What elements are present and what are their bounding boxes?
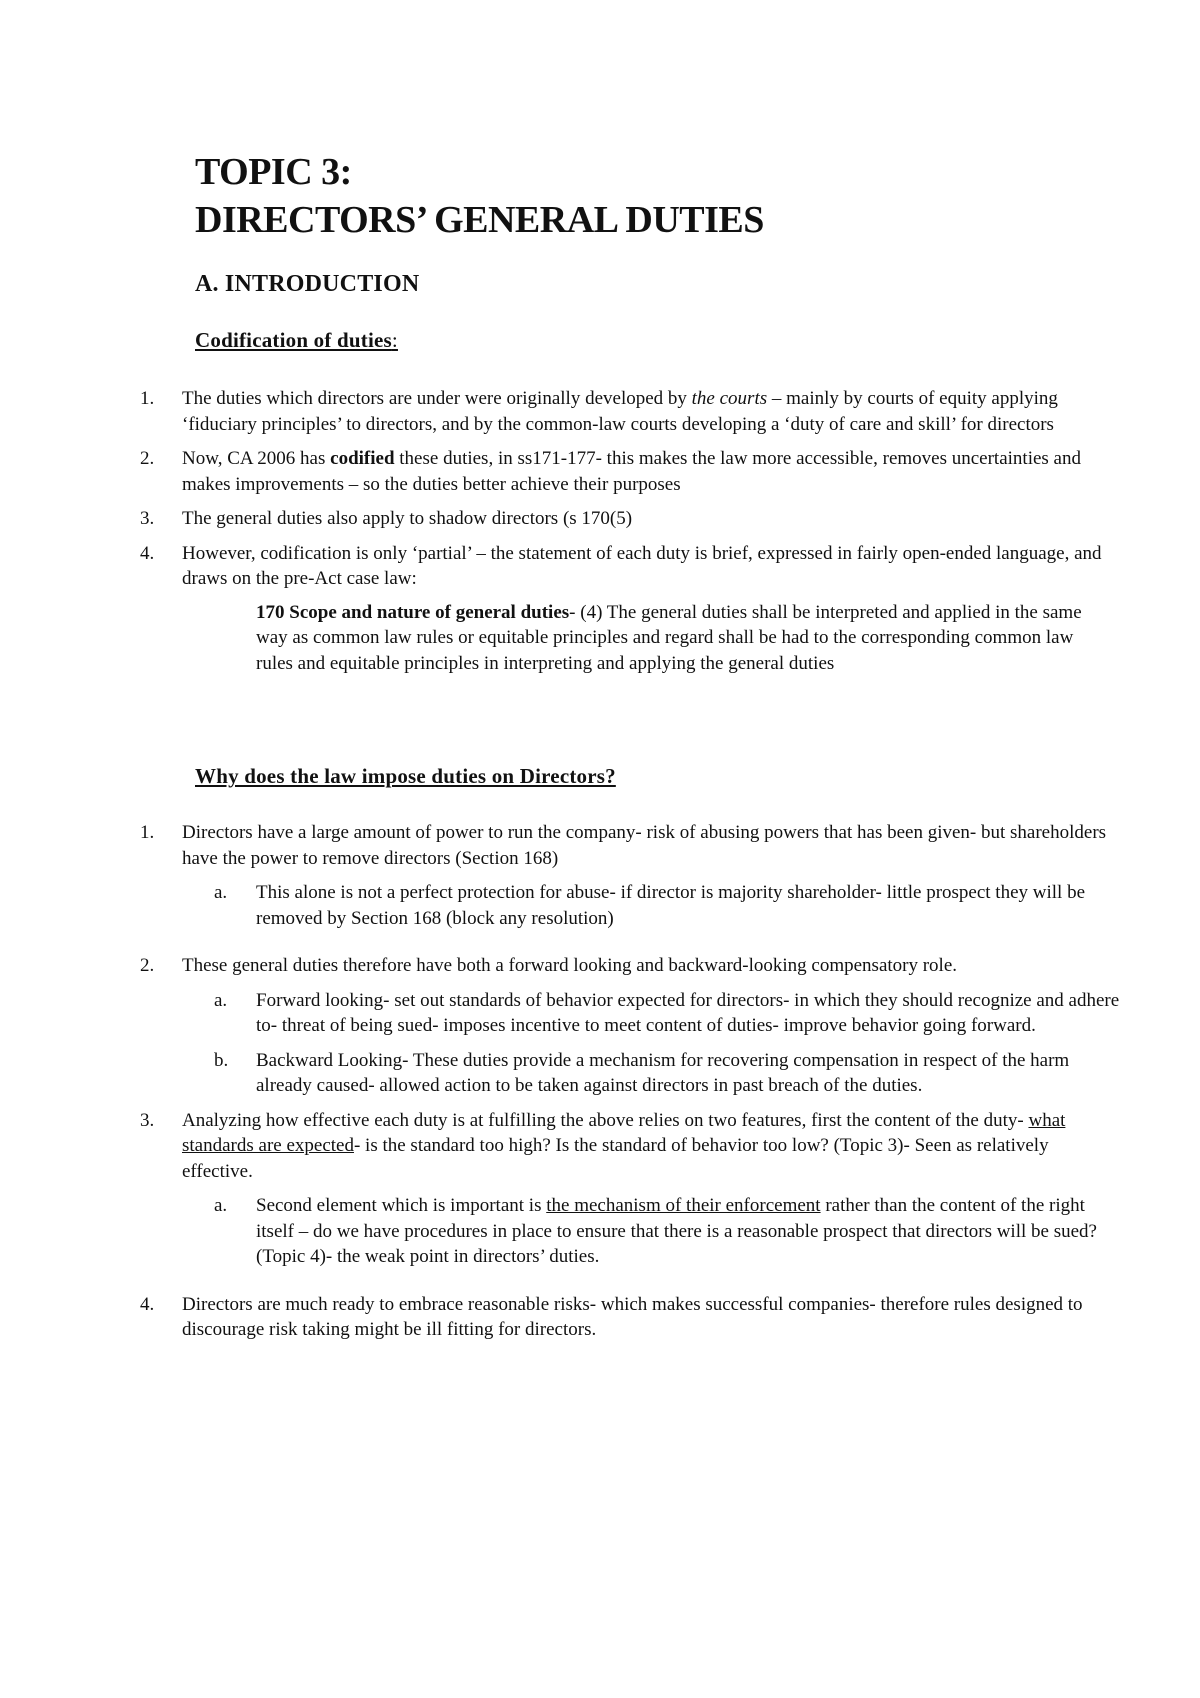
list-item bbox=[140, 446, 1120, 497]
sub-list-item bbox=[140, 1193, 1120, 1270]
sub-list-label: a. bbox=[214, 882, 228, 903]
why-list bbox=[140, 820, 1120, 1343]
sub-list-item bbox=[140, 988, 1120, 1039]
list-item bbox=[140, 1292, 1120, 1343]
sub-item-text: Backward Looking- These duties provide a mechanism for recovering compensation in respect of the harm already caused- allowed action to be taken against directors in past breach of the duties. bbox=[256, 1049, 1070, 1096]
list-item bbox=[140, 506, 1120, 532]
document-title bbox=[195, 148, 764, 244]
list-item bbox=[140, 541, 1120, 592]
item-bold: codified bbox=[330, 448, 395, 469]
list-number: 2. bbox=[140, 448, 155, 469]
item-text: Now, CA 2006 has bbox=[182, 448, 331, 469]
item-text: However, codification is only ‘partial’ – the statement of each duty is brief, expressed in fairly open-ended language, and draws on the pre-Act case law: bbox=[182, 542, 1102, 589]
list-number: 4. bbox=[140, 542, 155, 564]
section-heading-introduction: A. INTRODUCTION bbox=[195, 271, 420, 297]
quote-bold: 170 Scope and nature of general duties bbox=[256, 601, 570, 623]
subheading-codification bbox=[195, 328, 398, 353]
item-underlined: what standards are expected bbox=[182, 1109, 1066, 1156]
sub-list-item bbox=[140, 880, 1120, 931]
title-line-2: DIRECTORS’ GENERAL DUTIES bbox=[195, 199, 764, 241]
list-number: 4. bbox=[140, 1293, 155, 1315]
item-text: The duties which directors are under were originally developed by bbox=[182, 388, 692, 409]
item-text: - is the standard too high? Is the standard of behavior too low? (Topic 3)- Seen as relatively effective. bbox=[182, 1135, 1049, 1182]
item-text: The general duties also apply to shadow directors (s 170(5) bbox=[182, 508, 633, 529]
list-number: 1. bbox=[140, 822, 155, 843]
list-item bbox=[140, 953, 1120, 979]
item-text: Directors have a large amount of power to run the company- risk of abusing powers that has been given- but shareholders have the power to remove directors (Section 168) bbox=[182, 822, 1107, 869]
list-item bbox=[140, 386, 1120, 437]
item-emphasis: the courts bbox=[691, 388, 768, 409]
sub-list-label: a. bbox=[214, 989, 228, 1011]
sub-list-item bbox=[140, 1048, 1120, 1099]
codification-list bbox=[140, 386, 1120, 676]
list-number: 3. bbox=[140, 508, 155, 529]
item-text: these duties, in ss171-177- this makes the law more accessible, removes uncertainties and makes improvements – so the duties better achieve their purposes bbox=[182, 448, 1081, 495]
list-number: 1. bbox=[140, 388, 155, 409]
statute-quote bbox=[140, 600, 1092, 677]
sub-list-label: b. bbox=[214, 1049, 229, 1071]
list-number: 3. bbox=[140, 1109, 155, 1131]
list-item bbox=[140, 820, 1120, 871]
sub-item-underlined: the mechanism of their enforcement bbox=[546, 1195, 821, 1216]
title-line-1: TOPIC 3: bbox=[195, 151, 352, 193]
sub-item-text: This alone is not a perfect protection for abuse- if director is majority shareholder- little prospect they will be removed by Section 168 (block any resolution) bbox=[256, 882, 1086, 929]
list-item bbox=[140, 1108, 1120, 1185]
item-text: Analyzing how effective each duty is at fulfilling the above relies on two features, first the content of the duty- bbox=[182, 1109, 1029, 1131]
item-text: – mainly by courts of equity applying ‘fiduciary principles’ to directors, and by the common-law courts developing a ‘duty of care and skill’ for directors bbox=[182, 388, 1058, 435]
sub-list-label: a. bbox=[214, 1195, 228, 1216]
codification-heading-colon: : bbox=[391, 328, 398, 352]
sub-item-text: Second element which is important is bbox=[256, 1195, 547, 1216]
item-text: Directors are much ready to embrace reasonable risks- which makes successful companies- therefore rules designed to discourage risk taking might be ill fitting for directors. bbox=[182, 1293, 1083, 1340]
sub-item-text: rather than the content of the right itself – do we have procedures in place to ensure that there is a reasonable prospect that directors will be sued? (Topic 4)- the weak point in directors’ duties. bbox=[256, 1195, 1097, 1267]
codification-heading-text: Codification of duties bbox=[195, 328, 392, 352]
item-text: These general duties therefore have both a forward looking and backward-looking compensatory role. bbox=[182, 955, 958, 976]
subheading-why: Why does the law impose duties on Directors? bbox=[195, 764, 616, 788]
list-number: 2. bbox=[140, 955, 155, 976]
sub-item-text: Forward looking- set out standards of behavior expected for directors- in which they should recognize and adhere to- threat of being sued- imposes incentive to meet content of duties- improve behavior going forward. bbox=[256, 989, 1120, 1036]
quote-text: - (4) The general duties shall be interpreted and applied in the same way as common law rules or equitable principles and regard shall be had to the corresponding common law rules and equitable principles in interpreting and applying the general duties bbox=[256, 601, 1082, 674]
